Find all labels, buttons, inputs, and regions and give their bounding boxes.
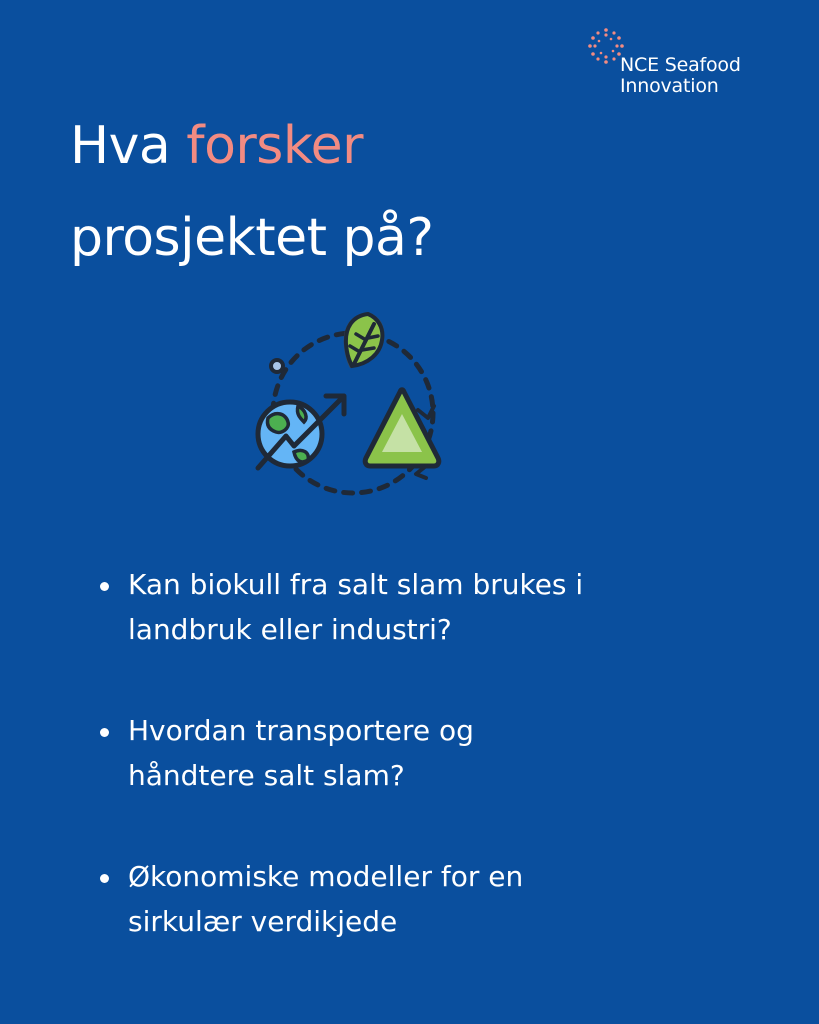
list-item-line: Hvordan transportere og: [128, 714, 474, 747]
research-question-list: [98, 562, 738, 1000]
brand-logo: [586, 28, 741, 97]
list-item: [98, 708, 738, 798]
list-item-line: sirkulær verdikjede: [128, 905, 398, 938]
bullet-dot: [100, 874, 109, 883]
list-item: [98, 854, 738, 944]
title-part1: Hva: [70, 116, 187, 176]
circular-economy-illustration: [250, 306, 460, 506]
list-item-line: landbruk eller industri?: [128, 613, 452, 646]
leaf-icon: [344, 312, 385, 368]
globe-growth-icon: [258, 396, 344, 468]
list-item-line: Kan biokull fra salt slam brukes i: [128, 568, 584, 601]
brand-name-line2: Innovation: [620, 75, 719, 97]
list-item-line: håndtere salt slam?: [128, 759, 405, 792]
brand-name: [620, 55, 741, 97]
bullet-dot: [100, 728, 109, 737]
list-item-line: Økonomiske modeller for en: [128, 860, 524, 893]
bullet-dot: [100, 582, 109, 591]
brand-name-line1: NCE Seafood: [620, 54, 741, 76]
title-part2: prosjektet på?: [70, 208, 434, 268]
title-accent: forsker: [186, 116, 364, 176]
page-title: [70, 100, 433, 284]
list-item: [98, 562, 738, 652]
recycle-icon: [365, 390, 439, 478]
